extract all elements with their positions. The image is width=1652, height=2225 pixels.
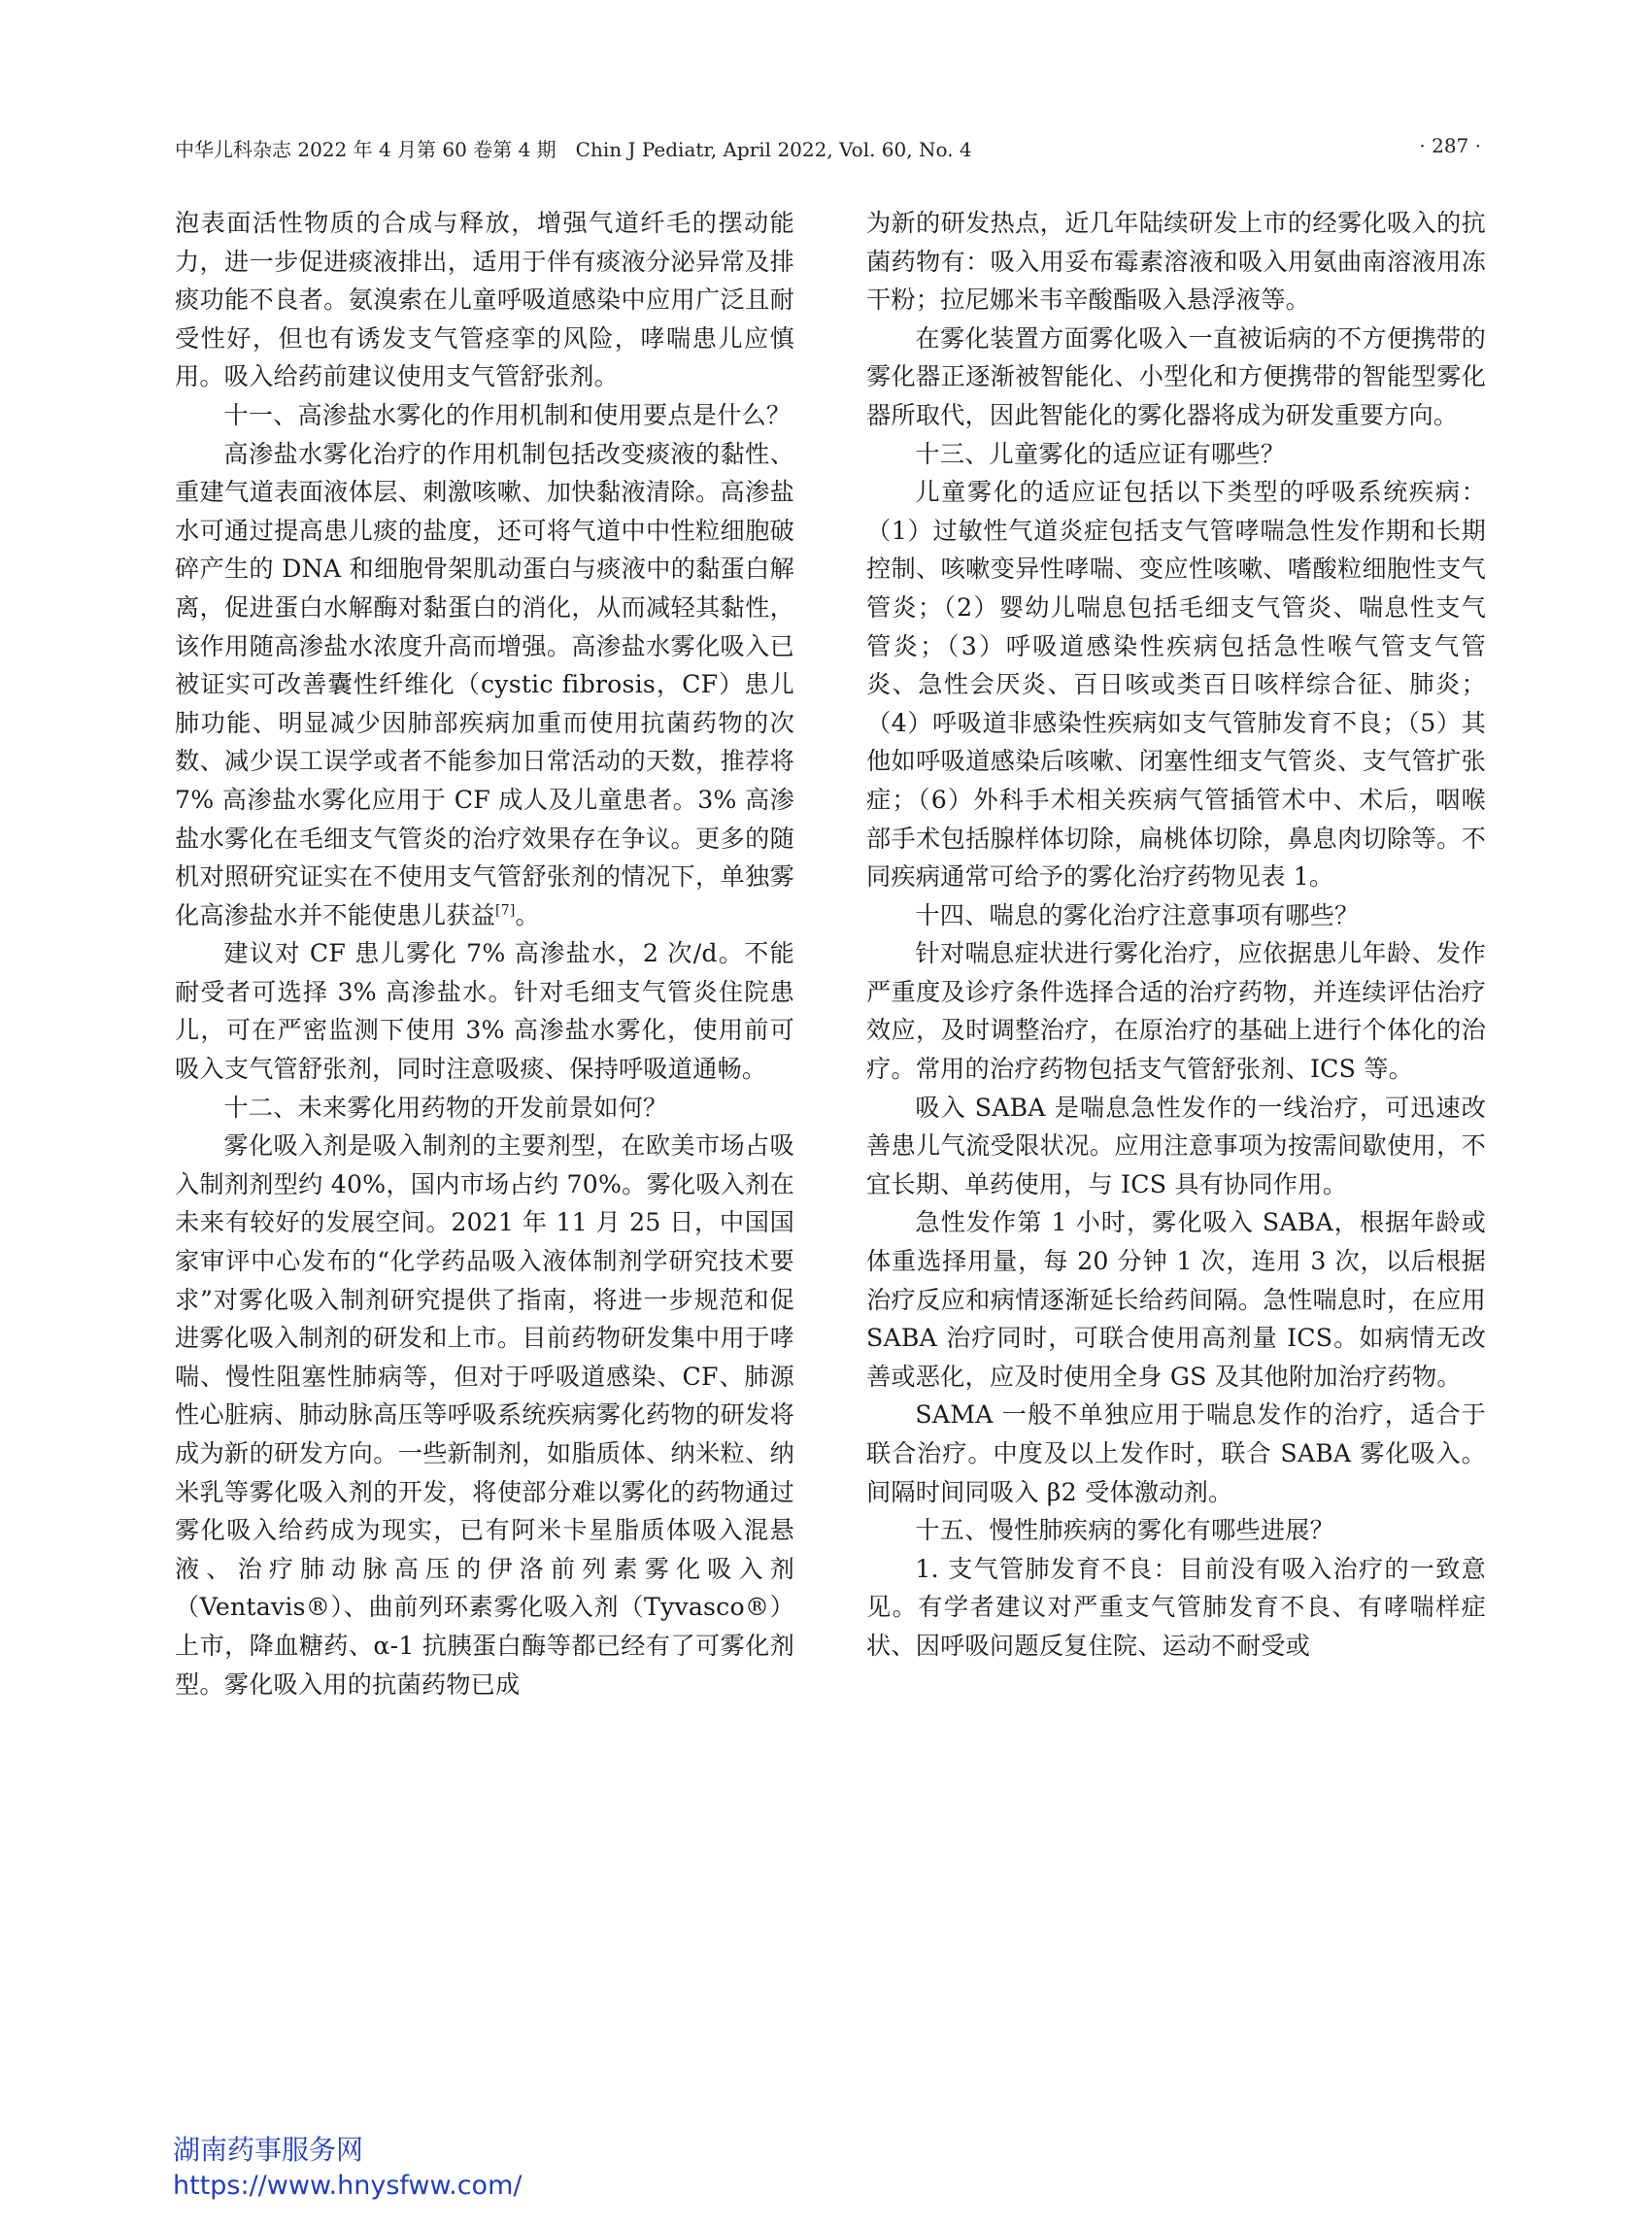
paragraph: 针对喘息症状进行雾化治疗，应依据患儿年龄、发作严重度及诊疗条件选择合适的治疗药物，并连续评估治疗效应，及时调整治疗，在原治疗的基础上进行个体化的治疗。常用的治疗药物包括支气管舒张剂、ICS 等。 (866, 939, 1486, 1084)
section-heading: 十二、未来雾化用药物的开发前景如何？ (223, 1093, 668, 1122)
running-header (175, 134, 1481, 173)
paragraph: 急性发作第 1 小时，雾化吸入 SABA，根据年龄或体重选择用量，每 20 分钟 1 次，连用 3 次，以后根据治疗反应和病情逐渐延长给药间隔。急性喘息时，在应用 SABA 治疗同时，可联合使用高剂量 ICS。如病情无改善或恶化，应及时使用全身 GS 及其他附加治疗药物。 (866, 1208, 1486, 1391)
watermark-footer (173, 2132, 522, 2204)
paragraph: 吸入 SABA 是喘息急性发作的一线治疗，可迅速改善患儿气流受限状况。应用注意事项为按需间歇使用，不宜长期、单药使用，与 ICS 具有协同作用。 (866, 1093, 1486, 1198)
journal-citation: 中华儿科杂志 2022 年 4 月第 60 卷第 4 期 Chin J Pediatr, April 2022, Vol. 60, No. 4 (175, 138, 972, 161)
paragraph: 建议对 CF 患儿雾化 7% 高渗盐水，2 次/d。不能耐受者可选择 3% 高渗盐水。针对毛细支气管炎住院患儿，可在严密监测下使用 3% 高渗盐水雾化，使用前可吸入支气管舒张剂，同时注意吸痰、保持呼吸道通畅。 (175, 939, 794, 1084)
paragraph: 泡表面活性物质的合成与释放，增强气道纤毛的摆动能力，进一步促进痰液排出，适用于伴有痰液分泌异常及排痰功能不良者。氨溴索在儿童呼吸道感染中应用广泛且耐受性好，但也有诱发支气管痉挛的风险，哮喘患儿应慎用。吸入给药前建议使用支气管舒张剂。 (175, 209, 794, 391)
site-name: 湖南药事服务网 (173, 2134, 364, 2166)
right-column (866, 204, 1486, 1666)
page-number: · 287 · (1419, 134, 1481, 157)
paragraph: 儿童雾化的适应证包括以下类型的呼吸系统疾病：（1）过敏性气道炎症包括支气管哮喘急性发作期和长期控制、咳嗽变异性哮喘、变应性咳嗽、嗜酸粒细胞性支气管炎；（2）婴幼儿喘息包括毛细支气管炎、喘息性支气管炎；（3）呼吸道感染性疾病包括急性喉气管支气管炎、急性会厌炎、百日咳或类百日咳样综合征、肺炎；（4）呼吸道非感染性疾病如支气管肺发育不良；（5）其他如呼吸道感染后咳嗽、闭塞性细支气管炎、支气管扩张症；（6）外科手术相关疾病气管插管术中、术后，咽喉部手术包括腺样体切除，扁桃体切除，鼻息肉切除等。不同疾病通常可给予的雾化治疗药物见表 1。 (866, 478, 1486, 892)
paragraph: SAMA 一般不单独应用于喘息发作的治疗，适合于联合治疗。中度及以上发作时，联合 SABA 雾化吸入。间隔时间同吸入 β2 受体激动剂。 (866, 1400, 1486, 1506)
citation-ref[interactable]: [7] (495, 902, 516, 919)
paragraph: 雾化吸入剂是吸入制剂的主要剂型，在欧美市场占吸入制剂剂型约 40%，国内市场占约 70%。雾化吸入剂在未来有较好的发展空间。2021 年 11 月 25 日，中国国家审评中心发布的“化学药品吸入液体制剂学研究技术要求”对雾化吸入制剂研究提供了指南，将进一步规范和促进雾化吸入制剂的研发和上市。目前药物研发集中用于哮喘、慢性阻塞性肺病等，但对于呼吸道感染、CF、肺源性心脏病、肺动脉高压等呼吸系统疾病雾化药物的研发将成为新的研发方向。一些新制剂，如脂质体、纳米粒、纳米乳等雾化吸入剂的开发，将使部分难以雾化的药物通过雾化吸入给药成为现实，已有阿米卡星脂质体吸入混悬液、治疗肺动脉高压的伊洛前列素雾化吸入剂（Ventavis®）、曲前列环素雾化吸入剂（Tyvasco®）上市，降血糖药、α-1 抗胰蛋白酶等都已经有了可雾化剂型。雾化吸入用的抗菌药物已成 (175, 1131, 794, 1699)
left-column (175, 204, 794, 1703)
paragraph: 为新的研发热点，近几年陆续研发上市的经雾化吸入的抗菌药物有：吸入用妥布霉素溶液和吸入用氨曲南溶液用冻干粉；拉尼娜米韦辛酸酯吸入悬浮液等。 (866, 209, 1486, 315)
site-url-link[interactable]: https://www.hnysfww.com/ (173, 2171, 523, 2201)
section-heading: 十五、慢性肺疾病的雾化有哪些进展？ (915, 1516, 1334, 1545)
section-heading: 十四、喘息的雾化治疗注意事项有哪些？ (915, 900, 1360, 929)
paragraph: 高渗盐水雾化治疗的作用机制包括改变痰液的黏性、重建气道表面液体层、刺激咳嗽、加快黏液清除。高渗盐水可通过提高患儿痰的盐度，还可将气道中中性粒细胞破碎产生的 DNA 和细胞骨架肌动蛋白与痰液中的黏蛋白解离，促进蛋白水解酶对黏蛋白的消化，从而减轻其黏性，该作用随高渗盐水浓度升高而增强。高渗盐水雾化吸入已被证实可改善囊性纤维化（cystic fibrosis，CF）患儿肺功能、明显减少因肺部疾病加重而使用抗菌药物的次数、减少误工误学或者不能参加日常活动的天数，推荐将 7% 高渗盐水雾化应用于 CF 成人及儿童患者。3% 高渗盐水雾化在毛细支气管炎的治疗效果存在争议。更多的随机对照研究证实在不使用支气管舒张剂的情况下，单独雾化高渗盐水并不能使患儿获益[7]。 (175, 439, 794, 929)
section-heading: 十一、高渗盐水雾化的作用机制和使用要点是什么？ (223, 400, 792, 429)
paragraph: 1. 支气管肺发育不良：目前没有吸入治疗的一致意见。有学者建议对严重支气管肺发育不良、有哮喘样症状、因呼吸问题反复住院、运动不耐受或 (866, 1554, 1486, 1660)
paragraph: 在雾化装置方面雾化吸入一直被诟病的不方便携带的雾化器正逐渐被智能化、小型化和方便携带的智能型雾化器所取代，因此智能化的雾化器将成为研发重要方向。 (866, 323, 1486, 429)
section-heading: 十三、儿童雾化的适应证有哪些？ (915, 439, 1286, 468)
